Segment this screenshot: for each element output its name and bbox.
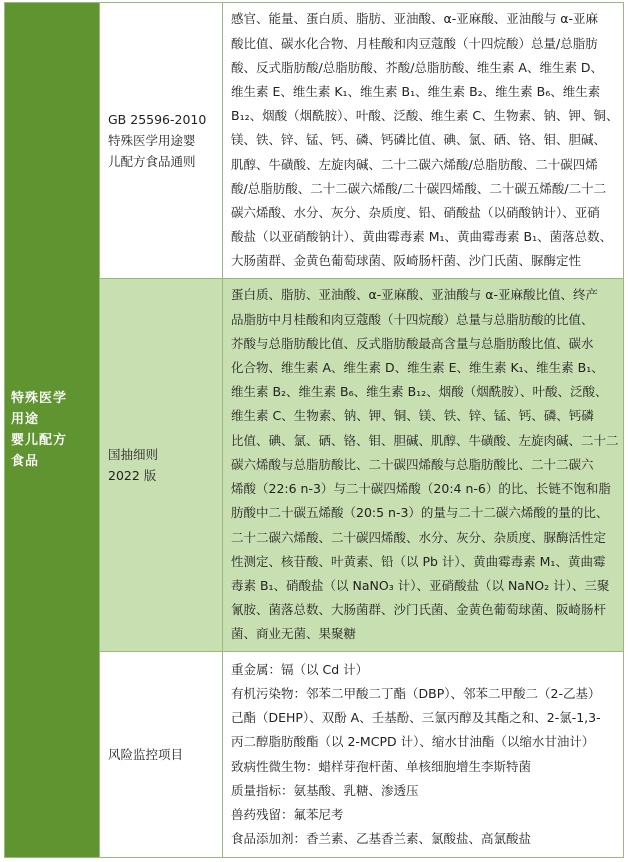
content-line: 大肠菌群、金黄色葡萄球菌、阪崎肠杆菌、沙门氏菌、脲酶定性 (231, 253, 582, 269)
content-line: 镁、铁、锌、锰、钙、磷、钙磷比值、碘、氯、硒、铬、钼、胆碱、 (231, 132, 607, 148)
content-cell (223, 279, 624, 652)
content-line: 肪酸中二十碳五烯酸（20:5 n-3）的量与二十二碳六烯酸的量的比、 (231, 505, 609, 521)
content-line: 食品添加剂：香兰素、乙基香兰素、氯酸盐、高氯酸盐 (231, 831, 532, 847)
category-line: 食品 (11, 454, 40, 469)
category-line: 婴儿配方 (11, 433, 68, 448)
standard-cell (100, 279, 223, 652)
content-line: 兽药残留：氟苯尼考 (231, 806, 344, 822)
standard-cell (100, 3, 223, 279)
content-line: 菌、商业无菌、果聚糖 (231, 626, 357, 642)
content-line: 有机污染物：邻苯二甲酸二丁酯（DBP）、邻苯二甲酸二（2-乙基） (231, 685, 601, 701)
content-line: 碳六烯酸与总脂肪酸比、二十碳四烯酸与总脂肪酸比、二十二碳六 (231, 456, 594, 472)
content-line: 质量指标：氨基酸、乳糖、渗透压 (231, 782, 419, 798)
content-line: 酸、反式脂肪酸/总脂肪酸、芥酸/总脂肪酸、维生素 A、维生素 D、 (231, 59, 604, 75)
standards-table (4, 2, 624, 858)
standard-line: 2022 版 (108, 468, 157, 483)
standard-line: 儿配方食品通则 (108, 154, 196, 169)
standard-line: 国抽细则 (108, 447, 159, 462)
content-line: 氰胺、菌落总数、大肠菌群、沙门氏菌、金黄色葡萄球菌、阪崎肠杆 (231, 602, 607, 618)
content-cell (223, 652, 624, 858)
content-line: 化合物、维生素 A、维生素 D、维生素 E、维生素 K₁、维生素 B₁、 (231, 360, 604, 376)
content-line: 碳六烯酸、水分、灰分、杂质度、铅、硝酸盐（以硝酸钠计）、亚硝 (231, 205, 600, 220)
content-line: 肌醇、牛磺酸、左旋肉碱、二十二碳六烯酸/总脂肪酸、二十碳四烯 (231, 156, 598, 172)
content-line: 维生素 B₂、维生素 B₆、维生素 B₁₂、烟酸（烟酰胺）、叶酸、泛酸、 (231, 384, 608, 400)
category-line: 用途 (11, 412, 40, 427)
content-cell (223, 3, 624, 279)
content-line: 比值、碘、氯、硒、铬、钼、胆碱、肌醇、牛磺酸、左旋肉碱、二十二 (231, 432, 619, 448)
standard-cell (100, 652, 223, 858)
content-line: 重金属：镉（以 Cd 计） (231, 661, 369, 677)
content-line: 烯酸（22:6 n-3）与二十碳四烯酸（20:4 n-6）的比、长链不饱和脂 (231, 481, 611, 497)
content-line: 己酯（DEHP）、双酚 A、壬基酚、三氯丙醇及其酯之和、2-氯-1,3- (231, 710, 601, 726)
category-line: 特殊医学 (11, 391, 68, 406)
category-cell (5, 3, 100, 858)
content-line: 芥酸与总脂肪酸比值、反式脂肪酸最高含量与总脂肪酸比值、碳水 (231, 335, 594, 351)
content-line: 感官、能量、蛋白质、脂肪、亚油酸、α-亚麻酸、亚油酸与 α-亚麻 (231, 11, 598, 27)
content-line: 维生素 C、生物素、钠、钾、铜、镁、铁、锌、锰、钙、磷、钙磷 (231, 408, 594, 424)
standard-line: 特殊医学用途婴 (108, 133, 196, 148)
content-line: B₁₂、烟酸（烟酰胺）、叶酸、泛酸、维生素 C、生物素、钠、钾、铜、 (231, 108, 619, 124)
content-line: 品脂肪中月桂酸和肉豆蔻酸（十四烷酸）总量与总脂肪酸的比值、 (231, 311, 594, 327)
content-line: 酸盐（以亚硝酸钠计）、黄曲霉毒素 M₁、黄曲霉毒素 B₁、菌落总数、 (231, 229, 613, 245)
content-line: 维生素 E、维生素 K₁、维生素 B₁、维生素 B₂、维生素 B₆、维生素 (231, 83, 601, 99)
content-line: 酸比值、碳水化合物、月桂酸和肉豆蔻酸（十四烷酸）总量/总脂肪 (231, 35, 598, 51)
standard-line: 风险监控项目 (108, 747, 184, 762)
standard-line: GB 25596-2010 (108, 112, 207, 127)
content-line: 毒素 B₁、硝酸盐（以 NaNO₃ 计）、亚硝酸盐（以 NaNO₂ 计）、三聚 (231, 577, 610, 593)
content-line: 性测定、核苷酸、叶黄素、铅（以 Pb 计）、黄曲霉毒素 M₁、黄曲霉 (231, 553, 606, 569)
content-line: 酸/总脂肪酸、二十二碳六烯酸/二十碳四烯酸、二十碳五烯酸/二十二 (231, 180, 607, 196)
content-line: 致病性微生物：蜡样芽孢杆菌、单核细胞增生李斯特菌 (231, 758, 532, 774)
content-line: 丙二醇脂肪酸酯（以 2-MCPD 计）、缩水甘油酯（以缩水甘油计） (231, 734, 595, 750)
table-row (5, 3, 624, 279)
content-line: 蛋白质、脂肪、亚油酸、α-亚麻酸、亚油酸与 α-亚麻酸比值、终产 (231, 287, 598, 303)
content-line: 二十二碳六烯酸、二十碳四烯酸、水分、灰分、杂质度、脲酶活性定 (231, 529, 607, 545)
